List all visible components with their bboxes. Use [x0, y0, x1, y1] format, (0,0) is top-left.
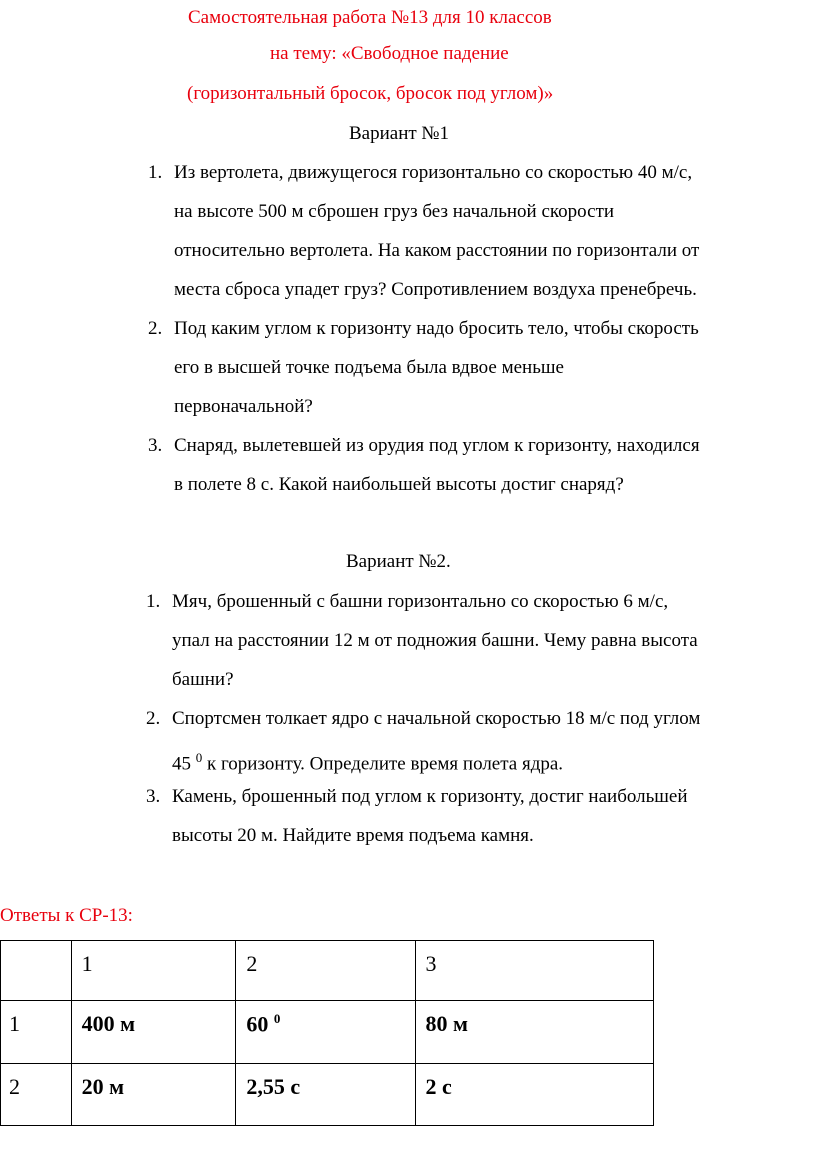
- v2-task-1-line: башни?: [172, 669, 234, 690]
- v1-task-1-line: места сброса упадет груз? Сопротивлением воздуха пренебречь.: [174, 279, 697, 300]
- v1-task-3-line: в полете 8 с. Какой наибольшей высоты достиг снаряд?: [174, 474, 624, 495]
- v1-task-1-line: Из вертолета, движущегося горизонтально со скоростью 40 м/с,: [174, 162, 693, 183]
- row-label-cell: 1: [1, 1001, 72, 1064]
- title-line-3: (горизонтальный бросок, бросок под углом)»: [187, 83, 554, 104]
- v2-task-1-line: Мяч, брошенный с башни горизонтально со скоростью 6 м/с,: [172, 591, 669, 612]
- table-row: [1, 1001, 654, 1064]
- degree-superscript: 0: [195, 750, 203, 765]
- v2-task-3-line: высоты 20 м. Найдите время подъема камня.: [172, 825, 534, 846]
- answer-cell: 20 м: [71, 1064, 236, 1126]
- task-text: к горизонту. Определите время полета ядра.: [202, 753, 564, 775]
- v2-task-2-line: Спортсмен толкает ядро с начальной скоростью 18 м/с под углом: [172, 708, 701, 729]
- degree-superscript: 0: [273, 1011, 281, 1026]
- angle-value: 45: [172, 753, 196, 775]
- answer-cell: 2 с: [415, 1064, 654, 1126]
- answer-cell: 400 м: [71, 1001, 236, 1064]
- answers-heading: Ответы к СР-13:: [0, 905, 133, 926]
- table-row: [1, 1064, 654, 1126]
- v1-task-2-number: 2.: [148, 318, 163, 339]
- v1-task-1-line: на высоте 500 м сброшен груз без начальной скорости: [174, 201, 615, 222]
- table-header-cell: 2: [236, 941, 415, 1001]
- v2-task-2-line: [172, 746, 563, 776]
- v2-task-1-line: упал на расстоянии 12 м от подножия башни. Чему равна высота: [172, 630, 698, 651]
- v2-task-2-number: 2.: [146, 708, 161, 729]
- table-row: [1, 941, 654, 1001]
- v2-task-1-number: 1.: [146, 591, 161, 612]
- v1-task-2-line: первоначальной?: [174, 396, 313, 417]
- answer-cell: 60 $^0$: [236, 1001, 415, 1064]
- v1-task-1-line: относительно вертолета. На каком расстоянии по горизонтали от: [174, 240, 700, 261]
- table-header-cell: 1: [71, 941, 236, 1001]
- v1-task-1-number: 1.: [148, 162, 163, 183]
- v1-task-2-line: Под каким углом к горизонту надо бросить тело, чтобы скорость: [174, 318, 699, 339]
- v2-task-3-line: Камень, брошенный под углом к горизонту, достиг наибольшей: [172, 786, 688, 807]
- v1-task-2-line: его в высшей точке подъема была вдвое меньше: [174, 357, 564, 378]
- variant-1-heading: Вариант №1: [349, 123, 450, 144]
- answer-cell: 80 м: [415, 1001, 654, 1064]
- v1-task-3-line: Снаряд, вылетевшей из орудия под углом к горизонту, находился: [174, 435, 700, 456]
- v2-task-3-number: 3.: [146, 786, 161, 807]
- table-corner-cell: [1, 941, 72, 1001]
- v1-task-3-number: 3.: [148, 435, 163, 456]
- table-header-cell: 3: [415, 941, 654, 1001]
- row-label-cell: 2: [1, 1064, 72, 1126]
- variant-2-heading: Вариант №2.: [346, 551, 451, 572]
- answers-table: [0, 940, 654, 1126]
- title-line-1: Самостоятельная работа №13 для 10 классов: [188, 7, 552, 28]
- answer-cell: 2,55 с: [236, 1064, 415, 1126]
- title-line-2: на тему: «Свободное падение: [270, 43, 509, 64]
